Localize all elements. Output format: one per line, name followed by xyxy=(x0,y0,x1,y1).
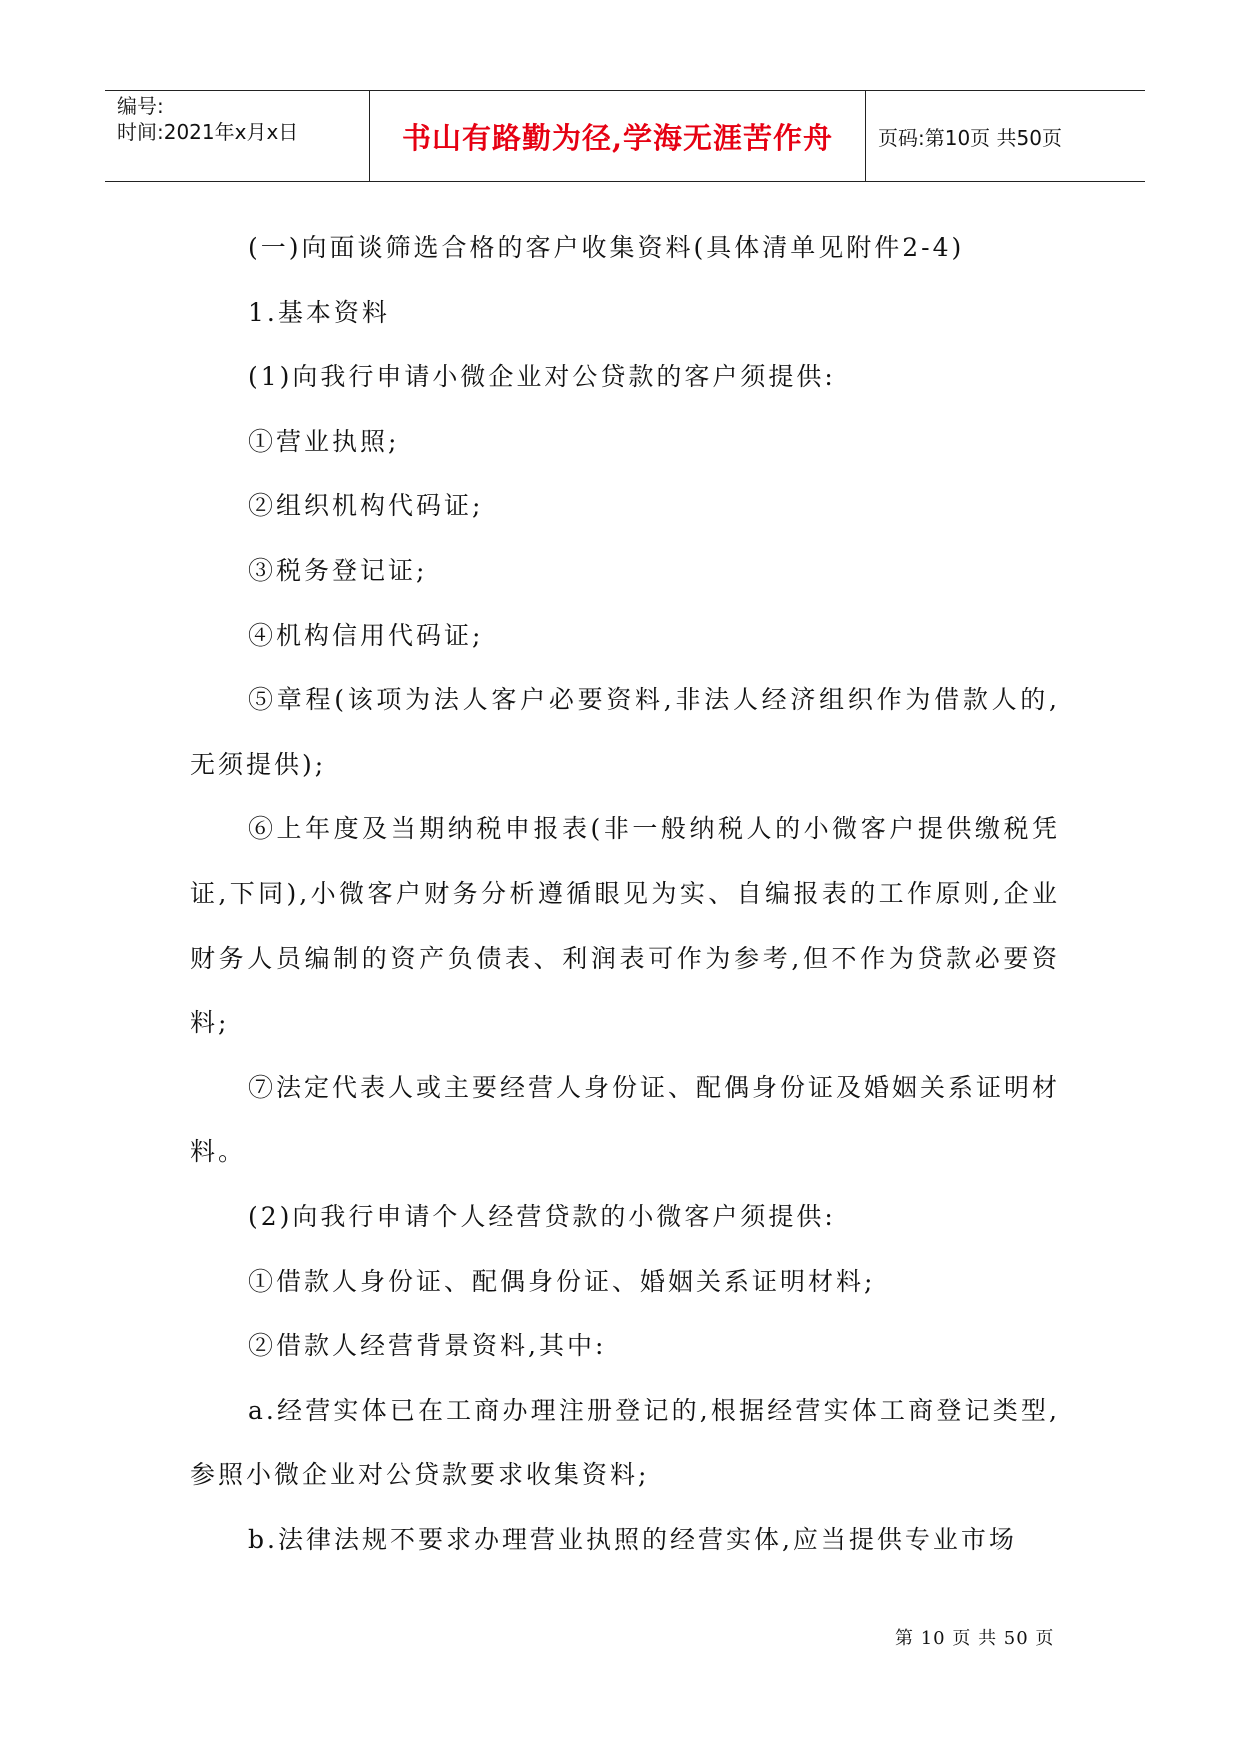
page-header xyxy=(105,90,1145,182)
document-time: 时间:2021年x月x日 xyxy=(117,120,299,144)
body-paragraph: 1.基本资料 xyxy=(248,297,390,327)
document-body xyxy=(190,216,1060,1572)
body-paragraph: a.经营实体已在工商办理注册登记的,根据经营实体工商登记类型,参照小微企业对公贷款要求收集资料; xyxy=(190,1395,1060,1490)
body-paragraph: ⑤章程(该项为法人客户必要资料,非法人经济组织作为借款人的,无须提供); xyxy=(190,685,1060,779)
body-paragraph: (一)向面谈筛选合格的客户收集资料(具体清单见附件2-4) xyxy=(248,233,965,262)
body-paragraph: ⑦法定代表人或主要经营人身份证、配偶身份证及婚姻关系证明材料。 xyxy=(190,1072,1061,1167)
header-page-cell xyxy=(866,91,1145,181)
body-paragraph: ②组织机构代码证; xyxy=(248,491,484,521)
body-paragraph: (1)向我行申请小微企业对公贷款的客户须提供: xyxy=(248,362,836,392)
body-paragraph: ①借款人身份证、配偶身份证、婚姻关系证明材料; xyxy=(248,1266,876,1296)
body-paragraph: ②借款人经营背景资料,其中: xyxy=(248,1331,607,1361)
page-footer: 第 10 页 共 50 页 xyxy=(895,1628,1055,1649)
body-paragraph: b.法律法规不要求办理营业执照的经营实体,应当提供专业市场 xyxy=(248,1524,1017,1554)
header-motto: 书山有路勤为径,学海无涯苦作舟 xyxy=(401,120,834,155)
body-paragraph: ④机构信用代码证; xyxy=(248,620,484,650)
header-page-code: 页码:第10页 共50页 xyxy=(878,125,1062,150)
header-meta-cell xyxy=(105,91,370,181)
document-number-label: 编号: xyxy=(117,94,164,118)
body-paragraph: ⑥上年度及当期纳税申报表(非一般纳税人的小微客户提供缴税凭证,下同),小微客户财务分析遵循眼见为实、自编报表的工作原则,企业财务人员编制的资产负债表、利润表可作为参考,但不作为贷款必要资料; xyxy=(190,814,1060,1038)
body-paragraph: ①营业执照; xyxy=(248,426,400,456)
body-paragraph: ③税务登记证; xyxy=(248,555,428,585)
body-paragraph: (2)向我行申请个人经营贷款的小微客户须提供: xyxy=(248,1201,836,1231)
header-motto-cell xyxy=(370,91,866,181)
